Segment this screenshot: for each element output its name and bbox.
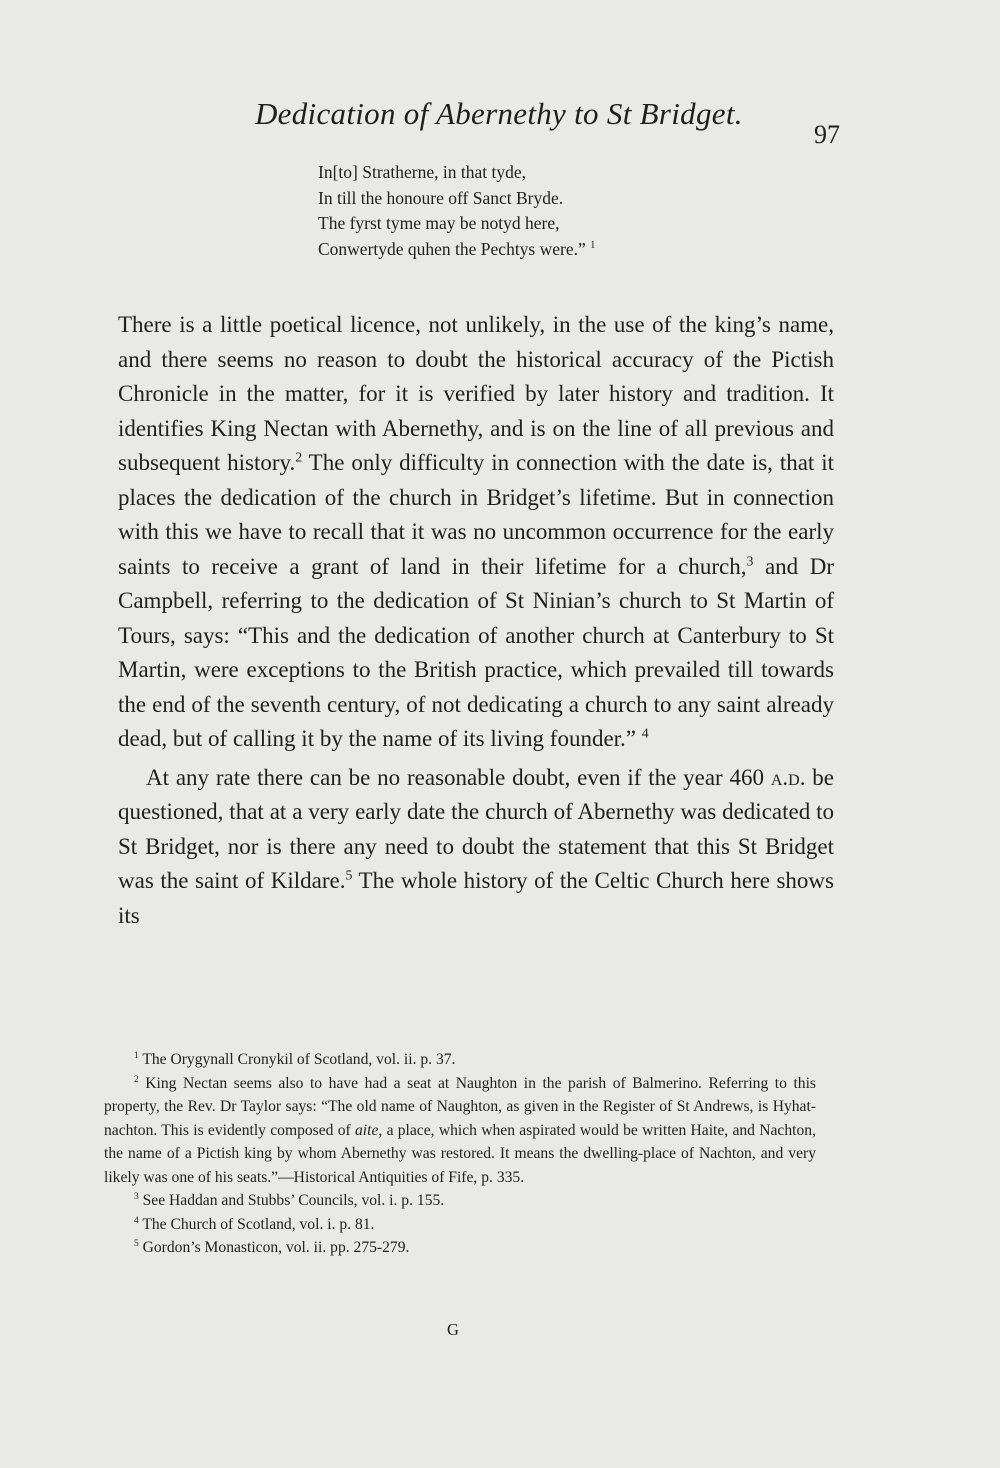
- footnote-3: [104, 1189, 816, 1213]
- era-abbreviation: a.d.: [770, 764, 806, 790]
- signature-mark: G: [447, 1320, 459, 1339]
- page-number: 97: [814, 120, 840, 149]
- footnote-italic-term: aite: [355, 1121, 379, 1139]
- footnote-1: [104, 1048, 816, 1072]
- paragraph-2: [118, 761, 834, 934]
- body-text: [118, 308, 834, 933]
- verse-line-text: Conwertyde quhen the Pechtys were.”: [318, 238, 586, 259]
- footnote-5: [104, 1236, 816, 1260]
- footnotes: [104, 1048, 816, 1260]
- paragraph-text: There is a little poetical licence, not unlikely, in the use of the king’s name, and there seems no reason to doubt the historical accuracy of the Pictish Chronicle in the matter, for it is verified by later history and tradition. It identifies King Nectan with Abernethy, and is on the line of all previous and subsequent history.: [118, 312, 834, 475]
- verse-quotation: [318, 160, 595, 262]
- footnote-text: The Orygynall Cronykil of Scotland, vol. ii. p. 37.: [142, 1051, 456, 1068]
- verse-line-last: [318, 237, 595, 263]
- paragraph-text: The whole history of the Celtic Church here shows its: [118, 868, 834, 928]
- running-head-title: Dedication of Abernethy to St Bridget.: [255, 96, 743, 131]
- paragraph-text: and Dr Campbell, referring to the dedication of St Ninian’s church to St Martin of Tours, says: “This and the dedication of another church at Canterbury to St Martin, were exceptions to the British practice, which prevailed till towards the end of the seventh century, of not dedicating a church to any saint already dead, but of calling it by the name of its living founder.”: [118, 553, 834, 751]
- paragraph-text: At any rate there can be no reasonable doubt, even if the year 460: [146, 764, 771, 790]
- footnote-text: , a place, which when aspirated would be written Haite, and Nachton, the name of a Pictish king by whom Abernethy was restored. It means the dwelling-place of Nachton, and very likely was one of his seats.”—Historical Antiquities of Fife, p. 335.: [104, 1121, 816, 1186]
- footnote-2: [104, 1072, 816, 1190]
- paragraph-text: The only difficulty in connection with the date is, that it places the dedication of the church in Bridget’s lifetime. But in connection with this we have to recall that it was no uncommon occurrence for the early saints to receive a grant of land in their lifetime for a church,: [118, 450, 834, 579]
- footnote-number: 5: [134, 1238, 139, 1249]
- footnote-number: 4: [134, 1215, 139, 1226]
- paragraph-text: be questioned, that at a very early date the church of Abernethy was dedicated to St Bridget, nor is there any need to doubt the statement that this St Bridget was the saint of Kildare.: [118, 764, 834, 893]
- footnote-ref-5: 5: [345, 867, 353, 883]
- footnote-text: See Haddan and Stubbs’ Councils, vol. i. p. 155.: [142, 1192, 445, 1209]
- footnote-number: 3: [134, 1191, 139, 1202]
- verse-line: In[to] Stratherne, in that tyde,: [318, 162, 526, 182]
- footnote-number: 2: [134, 1074, 139, 1085]
- footnote-text: The Church of Scotland, vol. i. p. 81.: [142, 1215, 375, 1233]
- footnote-ref-2: 2: [295, 449, 303, 465]
- verse-line: The fyrst tyme may be notyd here,: [318, 213, 560, 233]
- footnote-ref-1: 1: [590, 239, 596, 251]
- footnote-ref-3: 3: [746, 552, 754, 568]
- paragraph-1: [118, 308, 834, 757]
- footnote-4: [104, 1213, 816, 1237]
- footnote-text: King Nectan seems also to have had a seat at Naughton in the parish of Balmerino. Referring to this property, the Rev. Dr Taylor says: “The old name of Naughton, as given in the Register of St Andrews, is Hyhat-nachton. This is evidently composed of: [104, 1074, 816, 1139]
- verse-line: In till the honoure off Sanct Bryde.: [318, 187, 564, 208]
- footnote-number: 1: [134, 1050, 139, 1061]
- footnote-ref-4: 4: [641, 725, 649, 741]
- footnote-text: Gordon’s Monasticon, vol. ii. pp. 275-279.: [142, 1239, 410, 1256]
